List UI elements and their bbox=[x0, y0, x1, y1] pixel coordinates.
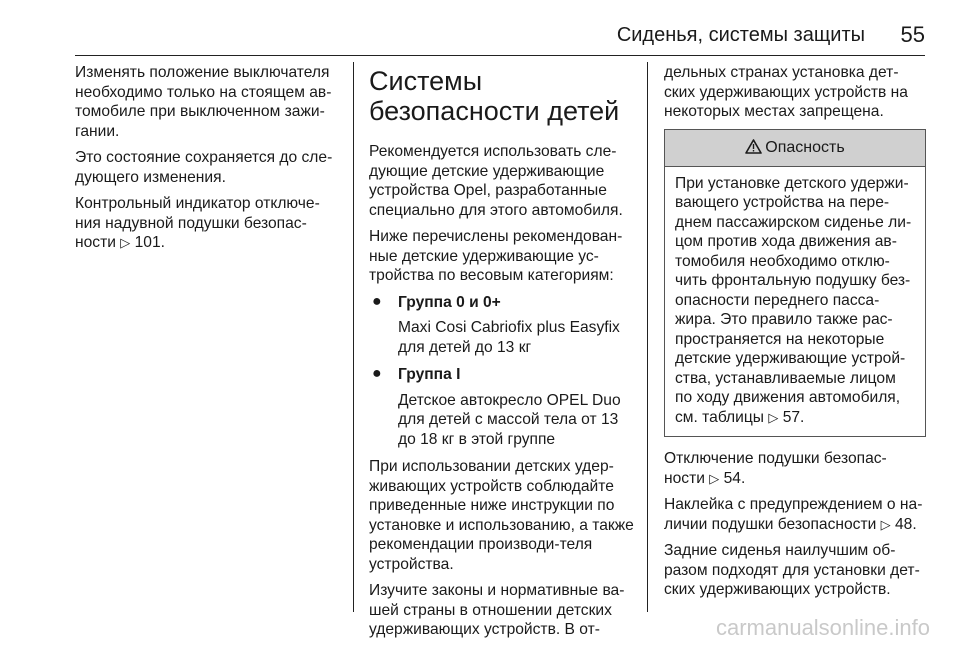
page-header bbox=[75, 22, 925, 56]
paragraph-text: Контрольный индикатор отключе-ния надувной подушки безопас-ности bbox=[75, 195, 320, 251]
list-item bbox=[369, 365, 637, 449]
header-divider bbox=[75, 55, 925, 56]
list-item-text: Детское автокресло OPEL Duo для детей с массой тела от 13 до 18 кг в этой группе bbox=[398, 391, 621, 448]
arrow-reference-icon: ▷ bbox=[709, 470, 720, 486]
column-1 bbox=[75, 63, 343, 260]
page-reference-link[interactable]: 48. bbox=[895, 515, 917, 533]
paragraph: При использовании детских удер-живающих устройств соблюдайте приведенные ниже инструкции по установке и использованию, а также рекомендации производи-теля устройства. bbox=[369, 458, 634, 573]
list-item-text: Maxi Cosi Cabriofix plus Easyfix для детей до 13 кг bbox=[398, 319, 620, 356]
paragraph: Это состояние сохраняется до сле-дующего изменения. bbox=[75, 149, 333, 186]
paragraph: Изучите законы и нормативные ва-шей страны в отношении детских удерживающих устройств. В от- bbox=[369, 582, 625, 638]
column-divider-1 bbox=[353, 62, 354, 612]
paragraph: Задние сиденья наилучшим об-разом подходят для установки дет-ских удерживающих устройств. bbox=[664, 542, 920, 598]
paragraph: Изменять положение выключателя необходимо только на стоящем ав-томобиле при выключенном зажи-гании. bbox=[75, 64, 332, 140]
paragraph: Ниже перечислены рекомендован-ные детские удерживающие ус-тройства по весовым категориям: bbox=[369, 228, 623, 284]
column-2 bbox=[369, 63, 637, 647]
warning-box bbox=[664, 129, 926, 438]
column-3 bbox=[664, 63, 926, 607]
bullet-icon: ● bbox=[372, 365, 382, 382]
section-title: Сиденья, системы защиты bbox=[616, 24, 865, 46]
watermark: carmanualsonline.info bbox=[715, 615, 930, 640]
arrow-reference-icon: ▷ bbox=[880, 516, 891, 532]
paragraph bbox=[664, 449, 926, 488]
arrow-reference-icon: ▷ bbox=[120, 235, 131, 250]
page-reference-link[interactable]: 54. bbox=[723, 469, 746, 487]
heading-line: Системы bbox=[369, 66, 483, 96]
list-item-title: Группа I bbox=[398, 366, 461, 383]
page-number: 55 bbox=[900, 22, 925, 47]
paragraph-text: Отключение подушки безопас-ности bbox=[664, 450, 887, 487]
heading-line: безопасности детей bbox=[369, 96, 620, 126]
warning-title: Опасность bbox=[765, 138, 845, 156]
paragraph-text: Наклейка с предупреждением о на-личии подушки безопасности bbox=[664, 496, 923, 533]
list-item bbox=[369, 293, 637, 358]
page-reference-link[interactable]: 57. bbox=[782, 408, 805, 426]
paragraph bbox=[664, 495, 926, 534]
warning-body bbox=[665, 167, 925, 437]
page-reference-link[interactable]: 101. bbox=[134, 234, 165, 251]
column-divider-2 bbox=[647, 62, 648, 612]
paragraph: Рекомендуется использовать сле-дующие детские удерживающие устройства Opel, разработанные специально для этого автомобиля. bbox=[369, 143, 623, 219]
bullet-icon: ● bbox=[372, 292, 382, 310]
warning-text: При установке детского удержи-вающего устройства на пере-днем пассажирском сиденье ли-цом против хода движения ав-томобиля необходимо отклю-чить фронтальную подушку без-опасности переднего пасса-жира. Это правило также рас-пространяется на некоторые детские удерживающие устрой-ства, устанавливаемые лицом по ходу движения автомобиля, см. таблицы bbox=[675, 174, 912, 426]
section-heading bbox=[369, 66, 637, 126]
warning-header bbox=[665, 130, 925, 167]
paragraph bbox=[75, 194, 343, 253]
list-item-title: Группа 0 и 0+ bbox=[398, 293, 501, 311]
paragraph: дельных странах установка дет-ских удерживающих устройств на некоторых местах запрещена. bbox=[664, 64, 908, 120]
arrow-reference-icon: ▷ bbox=[768, 409, 779, 425]
warning-triangle-icon bbox=[745, 132, 762, 168]
